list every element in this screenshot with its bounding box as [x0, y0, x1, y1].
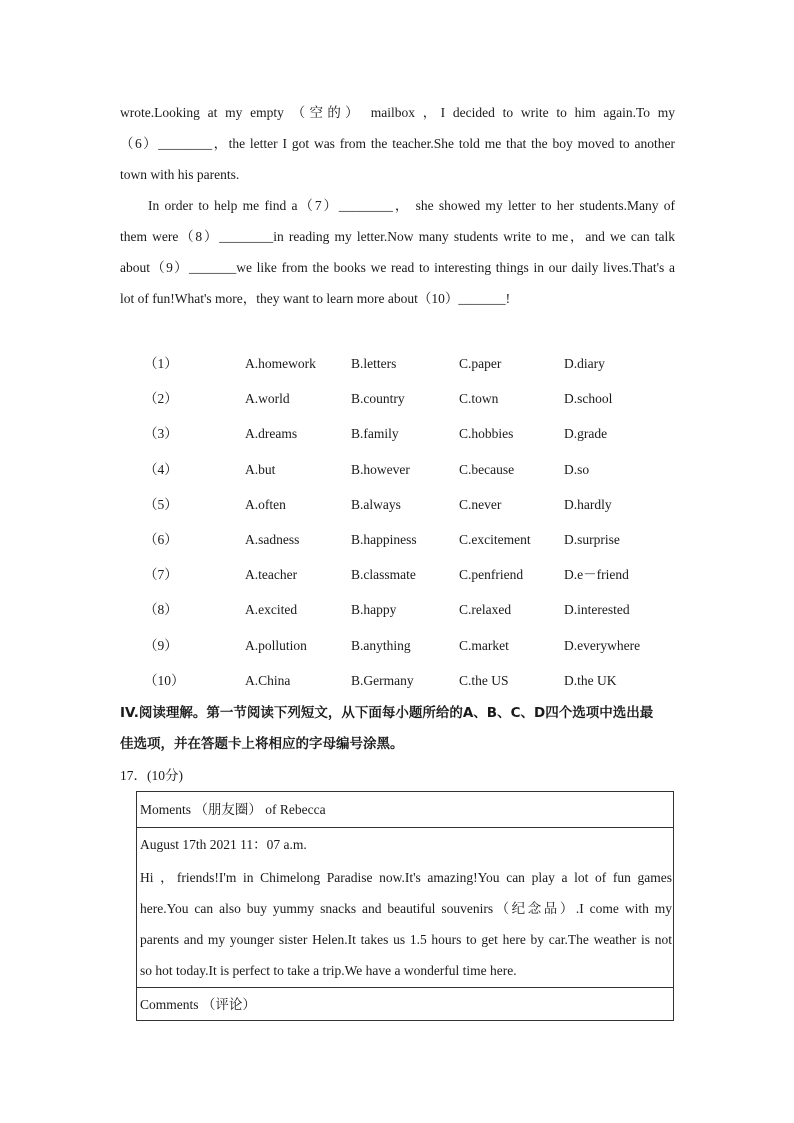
passage-line: them were（8）________in reading my letter.Now many students write to me，and we can talk	[120, 229, 675, 244]
option-row	[120, 522, 680, 557]
option-d: D.interested	[564, 602, 630, 618]
section-heading	[120, 698, 680, 760]
question-number: （6）	[144, 531, 178, 547]
question-number: （4）	[144, 461, 178, 477]
option-row	[120, 487, 680, 522]
option-a: A.world	[245, 391, 290, 407]
option-b: B.happy	[351, 602, 397, 618]
passage-line: wrote.Looking at my empty （空的） mailbox ，I decided to write to him again.To my	[120, 105, 675, 120]
passage-line: about（9）_______we like from the books we read to interesting things in our daily lives.That's a	[120, 260, 675, 275]
option-c: C.never	[459, 496, 502, 512]
passage-paragraph-2	[120, 190, 675, 314]
option-c: C.hobbies	[459, 426, 514, 442]
option-a: A.sadness	[245, 531, 300, 547]
question-number-label: 17．(10分)	[120, 768, 183, 783]
option-d: D.surprise	[564, 531, 620, 547]
option-c: C.the US	[459, 672, 509, 688]
passage-line: town with his parents.	[120, 167, 240, 182]
post-timestamp: August 17th 2021 11：07 a.m.	[140, 837, 307, 852]
option-b: B.anything	[351, 637, 411, 653]
option-b: B.classmate	[351, 567, 416, 583]
option-c: C.penfriend	[459, 567, 524, 583]
post-line: so hot today.It is perfect to take a trip.We have a wonderful time here.	[140, 963, 517, 978]
passage-line: In order to help me find a（7）________， she showed my letter to her students.Many of	[148, 198, 675, 213]
option-c: C.excitement	[459, 531, 531, 547]
options-table	[120, 346, 680, 698]
option-d: D.e－friend	[564, 567, 629, 583]
option-d: D.school	[564, 391, 613, 407]
option-a: A.often	[245, 496, 286, 512]
option-b: B.country	[351, 391, 405, 407]
question-number: （5）	[144, 496, 178, 512]
option-d: D.grade	[564, 426, 608, 442]
option-b: B.happiness	[351, 531, 417, 547]
option-a: A.teacher	[245, 567, 298, 583]
option-a: A.excited	[245, 602, 298, 618]
option-a: A.China	[245, 672, 291, 688]
option-a: A.homework	[245, 356, 316, 371]
question-number: （7）	[144, 567, 178, 583]
option-row	[120, 557, 680, 592]
section-heading-line: 佳选项，并在答题卡上将相应的字母编号涂黑。	[120, 736, 404, 752]
option-b: B.letters	[351, 356, 397, 371]
option-b: B.however	[351, 461, 410, 477]
option-b: B.always	[351, 496, 401, 512]
option-a: A.but	[245, 461, 276, 477]
post-line: parents and my younger sister Helen.It takes us 1.5 hours to get here by car.The weather is not	[140, 932, 672, 947]
option-row	[120, 663, 680, 698]
option-c: C.market	[459, 637, 509, 653]
post-line: here.You can also buy yummy snacks and beautiful souvenirs（纪念品）.I come with my	[140, 901, 672, 916]
question-number: （10）	[144, 672, 185, 688]
option-b: B.family	[351, 426, 399, 442]
option-row	[120, 592, 680, 627]
option-row	[120, 381, 680, 416]
option-d: D.diary	[564, 356, 605, 371]
comments-label: Comments （评论）	[140, 997, 256, 1012]
option-c: C.because	[459, 461, 515, 477]
question-number: （2）	[144, 391, 178, 407]
post-line: Hi ，friends!I'm in Chimelong Paradise now.It's amazing!You can play a lot of fun games	[140, 870, 672, 885]
option-d: D.everywhere	[564, 637, 641, 653]
question-number: （9）	[144, 637, 178, 653]
moments-post	[137, 828, 673, 988]
question-number: （1）	[144, 356, 178, 371]
option-d: D.the UK	[564, 672, 617, 688]
option-d: D.hardly	[564, 496, 612, 512]
option-c: C.paper	[459, 356, 502, 371]
question-number: （8）	[144, 602, 178, 618]
option-row	[120, 416, 680, 451]
option-row	[120, 346, 680, 381]
option-row	[120, 628, 680, 663]
passage-line: lot of fun!What's more，they want to learn more about（10）_______!	[120, 291, 511, 306]
option-a: A.dreams	[245, 426, 298, 442]
passage-line: （6）________，the letter I got was from the teacher.She told me that the boy moved to another	[120, 136, 675, 151]
option-a: A.pollution	[245, 637, 307, 653]
moments-header: Moments （朋友圈） of Rebecca	[137, 792, 673, 828]
option-b: B.Germany	[351, 672, 414, 688]
section-heading-line: IV.阅读理解。第一节阅读下列短文，从下面每小题所给的A、B、C、D四个选项中选出最	[120, 705, 654, 721]
passage-paragraph-1	[120, 97, 675, 190]
option-row	[120, 452, 680, 487]
question-number: （3）	[144, 426, 178, 442]
moments-box	[136, 791, 674, 1021]
option-c: C.relaxed	[459, 602, 512, 618]
option-c: C.town	[459, 391, 499, 407]
option-d: D.so	[564, 461, 590, 477]
